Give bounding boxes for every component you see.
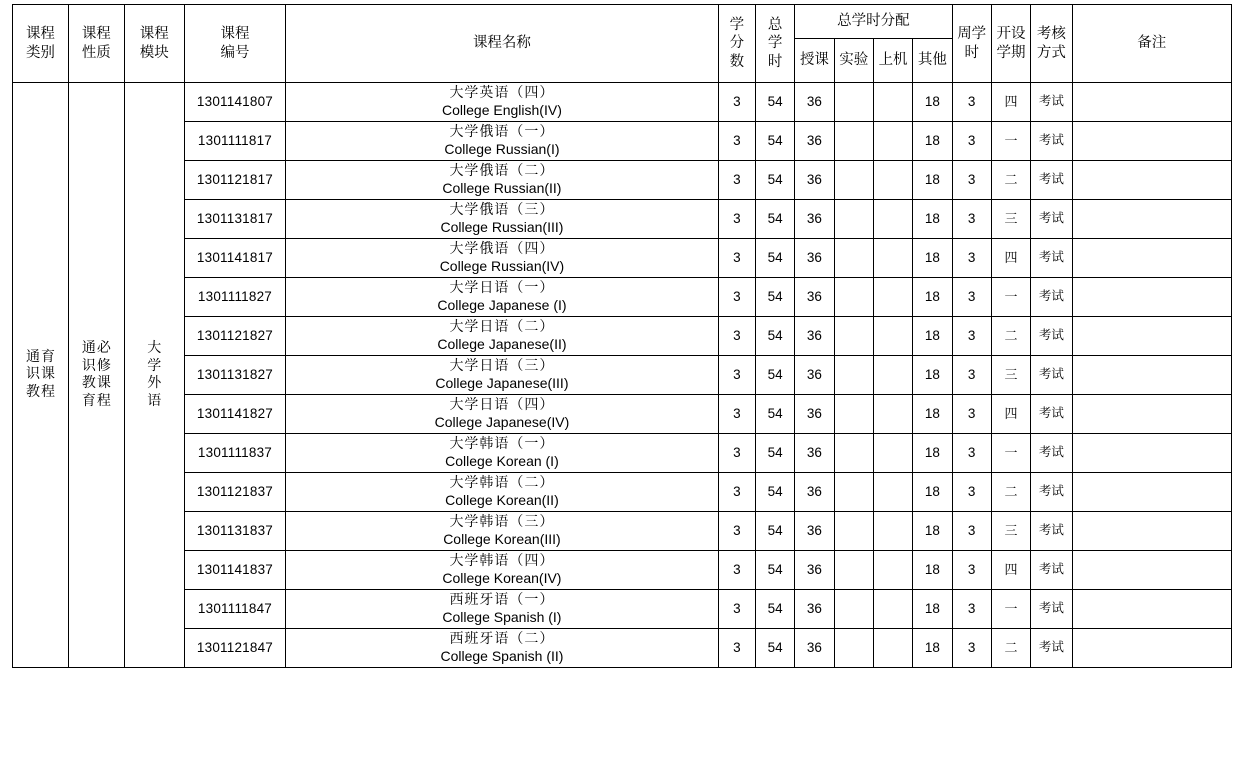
cell-remark	[1072, 83, 1231, 122]
cell-course-name	[286, 473, 719, 512]
table-row	[13, 356, 1232, 395]
cell-remark	[1072, 512, 1231, 551]
cell-credits: 3	[718, 317, 755, 356]
course-name-en: College Korean(III)	[443, 531, 561, 547]
cell-course-category	[13, 83, 69, 668]
cell-experiment	[834, 239, 873, 278]
cell-computer	[873, 473, 912, 512]
cell-credits: 3	[718, 83, 755, 122]
cell-other: 18	[913, 239, 952, 278]
course-name-en: College Russian(IV)	[439, 258, 565, 274]
cell-course-code: 1301121837	[184, 473, 285, 512]
cell-weekly-hours: 3	[952, 356, 991, 395]
cell-term: 三	[991, 200, 1030, 239]
cell-weekly-hours: 3	[952, 317, 991, 356]
table-row	[13, 200, 1232, 239]
cell-experiment	[834, 356, 873, 395]
cell-assessment: 考试	[1031, 200, 1072, 239]
course-name-cn: 西班牙语（一）	[449, 592, 555, 608]
course-name-cn: 大学俄语（二）	[449, 163, 555, 179]
cell-term: 四	[991, 395, 1030, 434]
header-credits-line3: 数	[729, 53, 745, 70]
cell-term: 二	[991, 317, 1030, 356]
header-total-hours-line2: 学	[767, 35, 783, 52]
cell-lecture: 36	[795, 356, 834, 395]
cell-experiment	[834, 629, 873, 668]
header-term-offered	[991, 5, 1030, 83]
cell-assessment: 考试	[1031, 83, 1072, 122]
cell-other: 18	[913, 473, 952, 512]
cell-total-hours: 54	[755, 239, 794, 278]
cell-computer	[873, 434, 912, 473]
cell-term: 一	[991, 122, 1030, 161]
header-course-category-line2: 类别	[25, 44, 55, 61]
cell-credits: 3	[718, 356, 755, 395]
course-name-en: College Japanese(IV)	[434, 414, 570, 430]
cell-remark	[1072, 200, 1231, 239]
table-row	[13, 434, 1232, 473]
cell-weekly-hours: 3	[952, 239, 991, 278]
cell-computer	[873, 551, 912, 590]
table-row	[13, 473, 1232, 512]
cell-other: 18	[913, 434, 952, 473]
cell-computer	[873, 590, 912, 629]
cell-experiment	[834, 83, 873, 122]
cell-course-name	[286, 590, 719, 629]
cell-remark	[1072, 278, 1231, 317]
cell-course-code: 1301131817	[184, 200, 285, 239]
course-name-en: College Russian(I)	[444, 141, 560, 157]
cell-credits: 3	[718, 161, 755, 200]
course-name-cn: 大学英语（四）	[449, 85, 555, 101]
cell-remark	[1072, 161, 1231, 200]
course-name-en: College English(IV)	[442, 102, 562, 118]
cell-total-hours: 54	[755, 122, 794, 161]
cell-other: 18	[913, 590, 952, 629]
header-course-module-line1: 课程	[139, 26, 169, 43]
course-name-en: College Spanish (I)	[442, 609, 562, 625]
cell-total-hours: 54	[755, 317, 794, 356]
header-course-code	[184, 5, 285, 83]
cell-course-name	[286, 551, 719, 590]
cell-weekly-hours: 3	[952, 161, 991, 200]
header-credits-line2: 分	[729, 35, 745, 52]
course-name-en: College Korean(IV)	[442, 570, 562, 586]
header-other: 其他	[913, 39, 952, 83]
cell-experiment	[834, 551, 873, 590]
cell-other: 18	[913, 122, 952, 161]
cell-total-hours: 54	[755, 161, 794, 200]
cell-course-name	[286, 434, 719, 473]
cell-assessment: 考试	[1031, 395, 1072, 434]
cell-remark	[1072, 317, 1231, 356]
cell-total-hours: 54	[755, 512, 794, 551]
cell-credits: 3	[718, 629, 755, 668]
cell-term: 一	[991, 278, 1030, 317]
course-name-en: College Korean(II)	[445, 492, 559, 508]
cell-computer	[873, 239, 912, 278]
cell-computer	[873, 317, 912, 356]
cell-experiment	[834, 473, 873, 512]
cell-experiment	[834, 200, 873, 239]
course-name-cn: 大学韩语（四）	[449, 553, 555, 569]
course-name-cn: 大学俄语（四）	[449, 241, 555, 257]
cell-experiment	[834, 161, 873, 200]
header-credits	[718, 5, 755, 83]
header-assessment-line1: 考核	[1036, 26, 1066, 43]
cell-weekly-hours: 3	[952, 512, 991, 551]
cell-term: 一	[991, 590, 1030, 629]
course-name-en: College Spanish (II)	[440, 648, 564, 664]
cell-total-hours: 54	[755, 278, 794, 317]
header-total-hours-line1: 总	[767, 17, 783, 34]
cell-credits: 3	[718, 512, 755, 551]
course-name-cn: 大学日语（四）	[449, 397, 555, 413]
cell-course-name	[286, 161, 719, 200]
cell-total-hours: 54	[755, 629, 794, 668]
header-weekly-hours	[952, 5, 991, 83]
header-course-nature	[68, 5, 124, 83]
cell-computer	[873, 512, 912, 551]
course-name-en: College Korean (I)	[445, 453, 559, 469]
cell-course-code: 1301111817	[184, 122, 285, 161]
course-name-en: College Japanese(II)	[437, 336, 567, 352]
cell-other: 18	[913, 161, 952, 200]
header-course-module-line2: 模块	[139, 44, 169, 61]
table-row	[13, 239, 1232, 278]
cell-experiment	[834, 317, 873, 356]
course-name-cn: 大学俄语（三）	[449, 202, 555, 218]
cell-other: 18	[913, 395, 952, 434]
cell-computer	[873, 200, 912, 239]
cell-course-module-column-1: 大 学 外 语	[147, 341, 162, 409]
cell-course-name	[286, 278, 719, 317]
cell-weekly-hours: 3	[952, 551, 991, 590]
table-row	[13, 629, 1232, 668]
header-term-offered-line2: 学期	[996, 44, 1026, 61]
table-row	[13, 122, 1232, 161]
header-course-nature-line1: 课程	[81, 26, 111, 43]
cell-course-module	[124, 83, 184, 668]
cell-weekly-hours: 3	[952, 278, 991, 317]
cell-lecture: 36	[795, 239, 834, 278]
cell-course-nature	[68, 83, 124, 668]
header-term-offered-line1: 开设	[996, 26, 1026, 43]
cell-term: 四	[991, 83, 1030, 122]
cell-weekly-hours: 3	[952, 122, 991, 161]
cell-weekly-hours: 3	[952, 629, 991, 668]
cell-course-code: 1301121817	[184, 161, 285, 200]
header-assessment-line2: 方式	[1036, 44, 1066, 61]
table-body	[13, 83, 1232, 668]
cell-weekly-hours: 3	[952, 395, 991, 434]
cell-lecture: 36	[795, 629, 834, 668]
cell-remark	[1072, 590, 1231, 629]
cell-assessment: 考试	[1031, 590, 1072, 629]
cell-lecture: 36	[795, 200, 834, 239]
course-name-en: College Japanese(III)	[435, 375, 569, 391]
cell-lecture: 36	[795, 122, 834, 161]
cell-remark	[1072, 122, 1231, 161]
cell-other: 18	[913, 278, 952, 317]
cell-assessment: 考试	[1031, 434, 1072, 473]
cell-credits: 3	[718, 473, 755, 512]
cell-other: 18	[913, 317, 952, 356]
cell-total-hours: 54	[755, 590, 794, 629]
cell-course-nature-column-1: 通 识 教 育	[81, 341, 96, 409]
cell-computer	[873, 161, 912, 200]
header-assessment	[1031, 5, 1072, 83]
cell-lecture: 36	[795, 590, 834, 629]
cell-experiment	[834, 512, 873, 551]
cell-remark	[1072, 551, 1231, 590]
cell-course-name	[286, 200, 719, 239]
cell-course-name	[286, 356, 719, 395]
header-credits-line1: 学	[729, 17, 745, 34]
header-weekly-hours-line2: 时	[964, 44, 979, 61]
table-row	[13, 551, 1232, 590]
cell-computer	[873, 122, 912, 161]
header-total-hours-line3: 时	[767, 53, 783, 70]
header-experiment: 实验	[834, 39, 873, 83]
cell-term: 二	[991, 161, 1030, 200]
cell-weekly-hours: 3	[952, 200, 991, 239]
cell-term: 四	[991, 239, 1030, 278]
cell-lecture: 36	[795, 473, 834, 512]
cell-term: 二	[991, 473, 1030, 512]
cell-computer	[873, 278, 912, 317]
cell-assessment: 考试	[1031, 473, 1072, 512]
header-remark: 备注	[1072, 5, 1231, 83]
cell-other: 18	[913, 83, 952, 122]
cell-course-code: 1301141837	[184, 551, 285, 590]
cell-term: 二	[991, 629, 1030, 668]
course-name-cn: 大学日语（三）	[449, 358, 555, 374]
course-name-cn: 大学韩语（二）	[449, 475, 555, 491]
header-course-category	[13, 5, 69, 83]
cell-course-code: 1301111827	[184, 278, 285, 317]
cell-course-category-column-2: 育 课 程	[40, 349, 55, 400]
cell-remark	[1072, 629, 1231, 668]
cell-other: 18	[913, 356, 952, 395]
cell-experiment	[834, 278, 873, 317]
cell-assessment: 考试	[1031, 122, 1072, 161]
cell-assessment: 考试	[1031, 161, 1072, 200]
cell-course-name	[286, 122, 719, 161]
course-name-cn: 大学韩语（一）	[449, 436, 555, 452]
cell-credits: 3	[718, 395, 755, 434]
cell-lecture: 36	[795, 551, 834, 590]
cell-assessment: 考试	[1031, 278, 1072, 317]
cell-course-name	[286, 83, 719, 122]
cell-course-name	[286, 317, 719, 356]
cell-total-hours: 54	[755, 83, 794, 122]
cell-computer	[873, 356, 912, 395]
cell-other: 18	[913, 200, 952, 239]
cell-credits: 3	[718, 278, 755, 317]
cell-term: 四	[991, 551, 1030, 590]
cell-assessment: 考试	[1031, 551, 1072, 590]
cell-course-code: 1301141817	[184, 239, 285, 278]
cell-lecture: 36	[795, 395, 834, 434]
table-header	[13, 5, 1232, 83]
cell-computer	[873, 83, 912, 122]
course-name-cn: 大学日语（二）	[449, 319, 555, 335]
cell-lecture: 36	[795, 161, 834, 200]
cell-credits: 3	[718, 200, 755, 239]
cell-credits: 3	[718, 590, 755, 629]
course-name-en: College Japanese (I)	[437, 297, 567, 313]
cell-assessment: 考试	[1031, 317, 1072, 356]
cell-total-hours: 54	[755, 200, 794, 239]
cell-total-hours: 54	[755, 551, 794, 590]
cell-weekly-hours: 3	[952, 473, 991, 512]
cell-course-code: 1301141807	[184, 83, 285, 122]
cell-other: 18	[913, 551, 952, 590]
cell-course-code: 1301111837	[184, 434, 285, 473]
cell-course-code: 1301131837	[184, 512, 285, 551]
course-name-cn: 大学俄语（一）	[449, 124, 555, 140]
header-course-module	[124, 5, 184, 83]
table-row	[13, 512, 1232, 551]
cell-remark	[1072, 356, 1231, 395]
cell-course-name	[286, 239, 719, 278]
course-name-en: College Russian(II)	[442, 180, 562, 196]
cell-experiment	[834, 395, 873, 434]
cell-credits: 3	[718, 239, 755, 278]
cell-assessment: 考试	[1031, 239, 1072, 278]
cell-lecture: 36	[795, 317, 834, 356]
header-course-category-line1: 课程	[25, 26, 55, 43]
table-row	[13, 278, 1232, 317]
cell-total-hours: 54	[755, 356, 794, 395]
cell-assessment: 考试	[1031, 356, 1072, 395]
cell-remark	[1072, 239, 1231, 278]
curriculum-table	[12, 4, 1232, 668]
header-lecture: 授课	[795, 39, 834, 83]
header-course-code-line1: 课程	[220, 26, 250, 43]
cell-course-nature-column-2: 必 修 课 程	[96, 341, 111, 409]
table-row	[13, 161, 1232, 200]
cell-term: 三	[991, 356, 1030, 395]
table-row	[13, 83, 1232, 122]
cell-course-name	[286, 629, 719, 668]
cell-assessment: 考试	[1031, 629, 1072, 668]
cell-total-hours: 54	[755, 434, 794, 473]
cell-credits: 3	[718, 122, 755, 161]
cell-term: 三	[991, 512, 1030, 551]
cell-course-code: 1301111847	[184, 590, 285, 629]
cell-term: 一	[991, 434, 1030, 473]
header-course-name: 课程名称	[286, 5, 719, 83]
cell-weekly-hours: 3	[952, 434, 991, 473]
cell-computer	[873, 395, 912, 434]
cell-course-code: 1301131827	[184, 356, 285, 395]
cell-experiment	[834, 590, 873, 629]
cell-credits: 3	[718, 434, 755, 473]
cell-lecture: 36	[795, 83, 834, 122]
table-row	[13, 317, 1232, 356]
course-name-en: College Russian(III)	[440, 219, 564, 235]
table-row	[13, 590, 1232, 629]
cell-course-code: 1301141827	[184, 395, 285, 434]
cell-total-hours: 54	[755, 473, 794, 512]
cell-course-code: 1301121847	[184, 629, 285, 668]
cell-credits: 3	[718, 551, 755, 590]
cell-course-name	[286, 512, 719, 551]
cell-other: 18	[913, 629, 952, 668]
cell-other: 18	[913, 512, 952, 551]
header-weekly-hours-line1: 周学	[957, 26, 987, 43]
header-computer: 上机	[873, 39, 912, 83]
cell-experiment	[834, 122, 873, 161]
cell-assessment: 考试	[1031, 512, 1072, 551]
cell-weekly-hours: 3	[952, 83, 991, 122]
header-total-hours	[755, 5, 794, 83]
cell-experiment	[834, 434, 873, 473]
table-row	[13, 395, 1232, 434]
course-name-cn: 西班牙语（二）	[449, 631, 555, 647]
header-course-code-line2: 编号	[220, 44, 250, 61]
cell-weekly-hours: 3	[952, 590, 991, 629]
course-name-cn: 大学韩语（三）	[449, 514, 555, 530]
cell-lecture: 36	[795, 434, 834, 473]
cell-course-name	[286, 395, 719, 434]
cell-lecture: 36	[795, 278, 834, 317]
cell-computer	[873, 629, 912, 668]
cell-remark	[1072, 434, 1231, 473]
course-name-cn: 大学日语（一）	[449, 280, 555, 296]
cell-total-hours: 54	[755, 395, 794, 434]
cell-course-category-column-1: 通 识 教	[25, 349, 40, 400]
cell-remark	[1072, 473, 1231, 512]
cell-remark	[1072, 395, 1231, 434]
header-course-nature-line2: 性质	[81, 44, 111, 61]
cell-course-code: 1301121827	[184, 317, 285, 356]
header-hours-distribution: 总学时分配	[795, 5, 952, 39]
cell-lecture: 36	[795, 512, 834, 551]
